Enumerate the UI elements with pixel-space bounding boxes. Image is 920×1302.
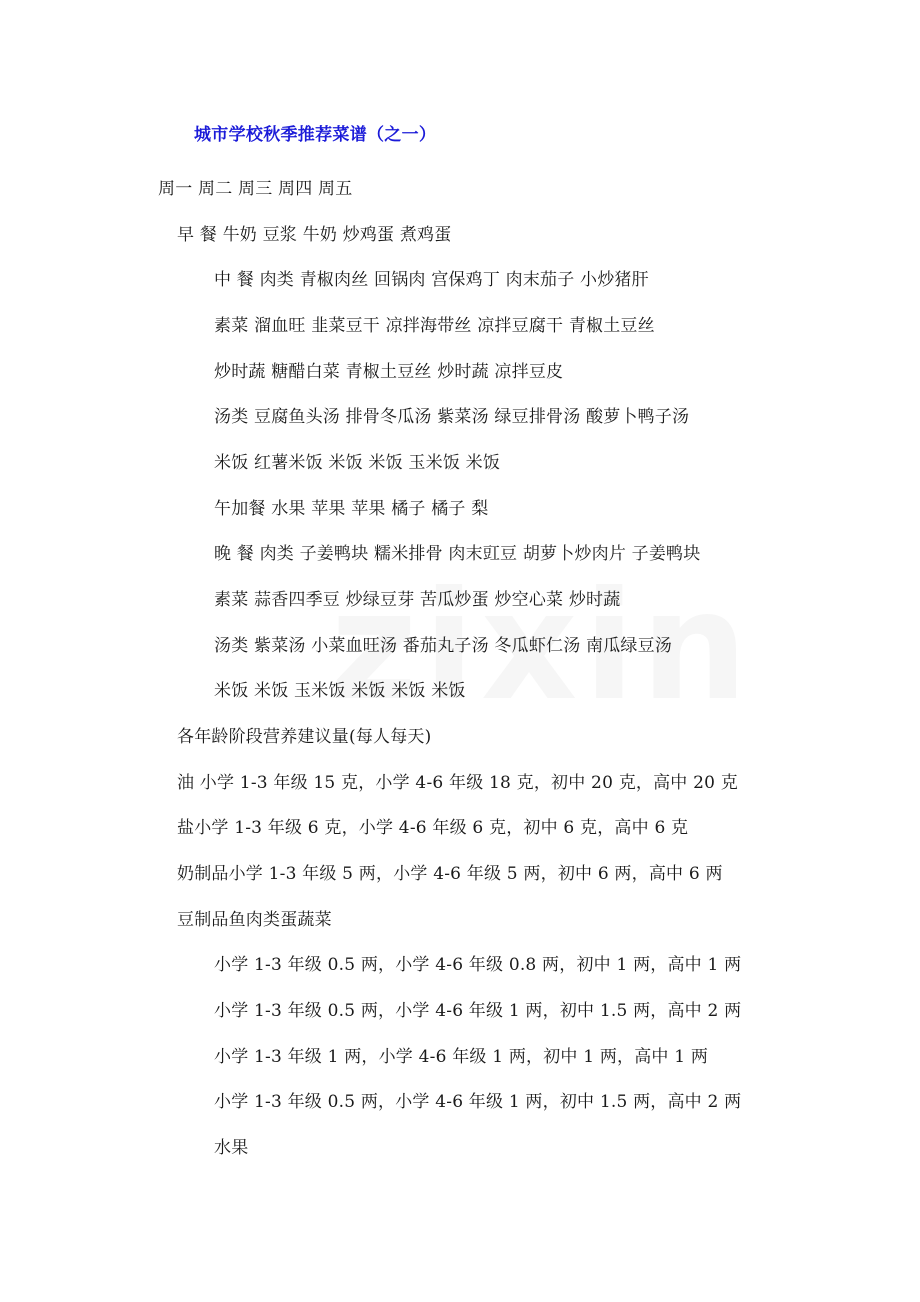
nutrition-bean-products: 小学 1-3 年级 0.5 两，小学 4-6 年级 0.8 两，初中 1 两，高中 1 两 <box>214 955 742 975</box>
lunch-rice-row: 米饭 红薯米饭 米饭 米饭 玉米饭 米饭 <box>214 453 501 473</box>
nutrition-salt: 盐小学 1-3 年级 6 克，小学 4-6 年级 6 克，初中 6 克，高中 6 克 <box>177 818 689 838</box>
dinner-soup-row: 汤类 紫菜汤 小菜血旺汤 番茄丸子汤 冬瓜虾仁汤 南瓜绿豆汤 <box>214 636 673 656</box>
nutrition-eggs: 小学 1-3 年级 1 两，小学 4-6 年级 1 两，初中 1 两，高中 1 两 <box>214 1047 709 1067</box>
dinner-veg-row: 素菜 蒜香四季豆 炒绿豆芽 苦瓜炒蛋 炒空心菜 炒时蔬 <box>214 590 621 610</box>
nutrition-fish-meat: 小学 1-3 年级 0.5 两，小学 4-6 年级 1 两，初中 1.5 两，高中 2 两 <box>214 1001 742 1021</box>
nutrition-heading: 各年龄阶段营养建议量(每人每天) <box>177 727 432 747</box>
nutrition-dairy: 奶制品小学 1-3 年级 5 两，小学 4-6 年级 5 两，初中 6 两，高中 6 两 <box>177 864 723 884</box>
nutrition-vegetables: 小学 1-3 年级 0.5 两，小学 4-6 年级 1 两，初中 1.5 两，高中 2 两 <box>214 1092 742 1112</box>
breakfast-row: 早 餐 牛奶 豆浆 牛奶 炒鸡蛋 煮鸡蛋 <box>177 225 452 245</box>
lunch-veg-row: 素菜 溜血旺 韭菜豆干 凉拌海带丝 凉拌豆腐干 青椒土豆丝 <box>214 316 655 336</box>
nutrition-categories: 豆制品鱼肉类蛋蔬菜 <box>177 910 332 930</box>
lunch-soup-row: 汤类 豆腐鱼头汤 排骨冬瓜汤 紫菜汤 绿豆排骨汤 酸萝卜鸭子汤 <box>214 407 690 427</box>
lunch-meat-row: 中 餐 肉类 青椒肉丝 回锅肉 宫保鸡丁 肉末茄子 小炒猪肝 <box>214 270 649 290</box>
nutrition-oil: 油 小学 1-3 年级 15 克，小学 4-6 年级 18 克，初中 20 克，高中 20 克 <box>177 773 738 793</box>
dinner-meat-row: 晚 餐 肉类 子姜鸭块 糯米排骨 肉末豇豆 胡萝卜炒肉片 子姜鸭块 <box>214 544 701 564</box>
afternoon-snack-row: 午加餐 水果 苹果 苹果 橘子 橘子 梨 <box>214 499 489 519</box>
nutrition-fruit: 水果 <box>214 1138 249 1158</box>
weekday-header: 周一 周二 周三 周四 周五 <box>158 179 353 199</box>
lunch-veg-row-2: 炒时蔬 糖醋白菜 青椒土豆丝 炒时蔬 凉拌豆皮 <box>214 362 564 382</box>
dinner-rice-row: 米饭 米饭 玉米饭 米饭 米饭 米饭 <box>214 681 466 701</box>
document-title: 城市学校秋季推荐菜谱（之一） <box>194 125 437 145</box>
